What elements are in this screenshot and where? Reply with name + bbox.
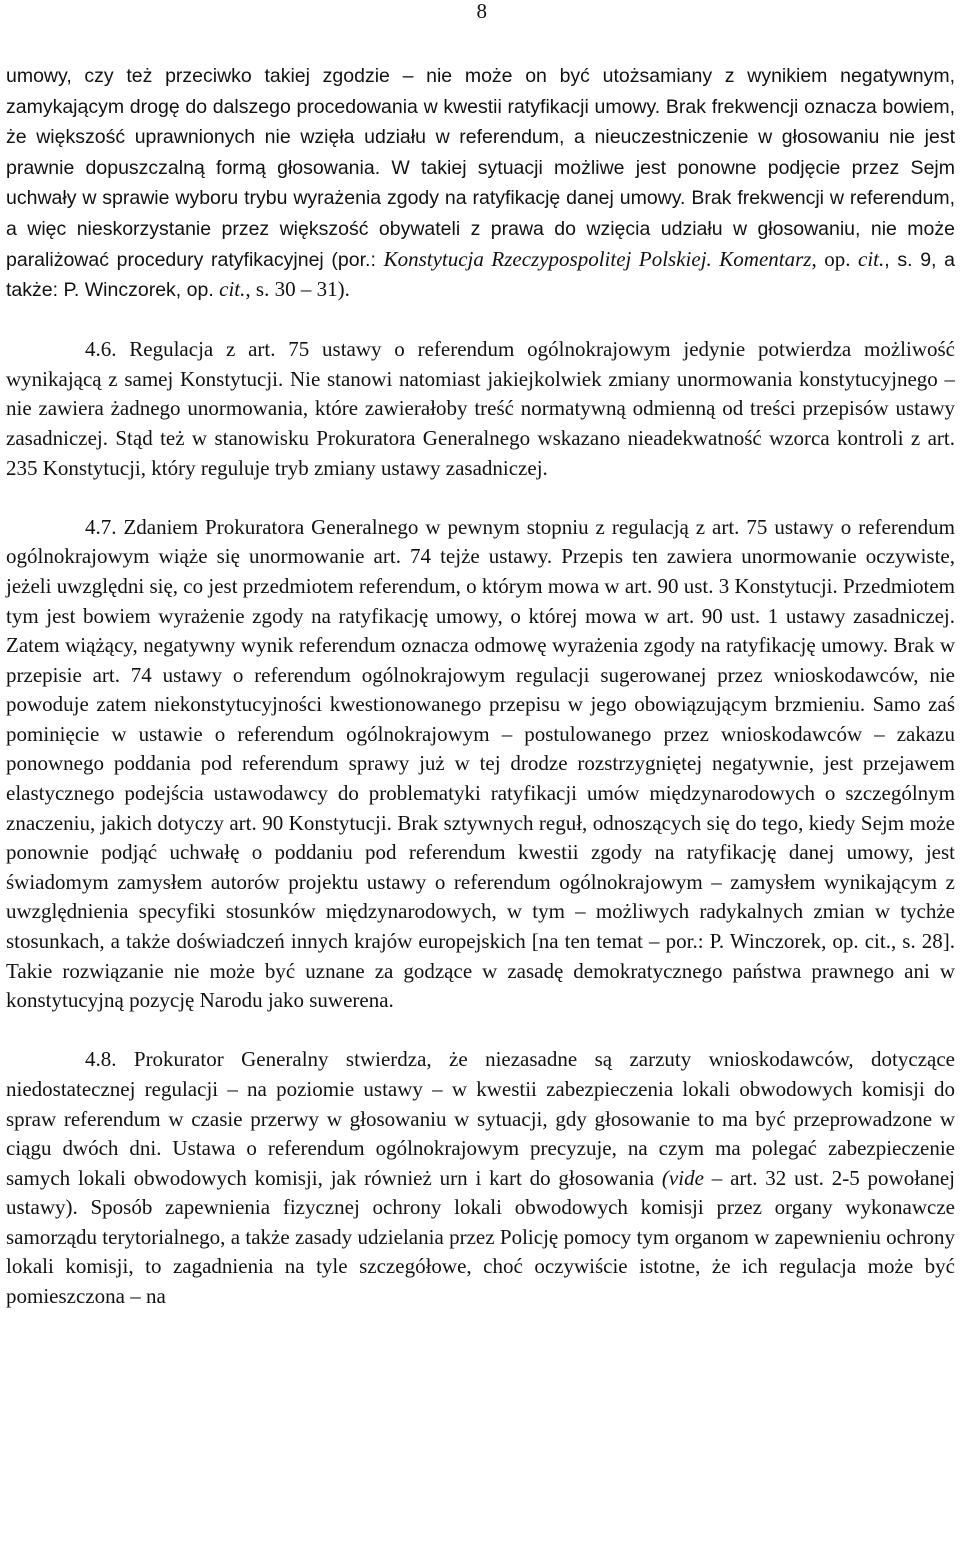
text-run: , s. 9, a także: P. Winczorek, op. (6, 248, 955, 302)
text-run: , op. (811, 246, 858, 271)
text-run: 4.6. Regulacja z art. 75 ustawy o referendum ogólnokrajowym jedynie potwierdza możliwość wynikającą z samej Konstytucji. Nie stanowi natomiast jakiejkolwiek zmiany unormowania konstytucyjnego – nie zawiera żadnego unormowania, które zawierałoby treść normatywną odmienną od treści przepisów ustawy zasadniczej. Stąd też w stanowisku Prokuratora Generalnego wskazano nieadekwatność wzorca kontroli z art. 235 Konstytucji, który reguluje tryb zmiany ustawy zasadniczej. (6, 337, 955, 480)
text-run: 4.7. Zdaniem Prokuratora Generalnego w pewnym stopniu z regulacją z art. 75 ustawy o referendum ogólnokrajowym wiąże się unormowanie art. 74 tejże ustawy. Przepis ten zawiera unormowanie oczywiste, jeżeli uwzględni się, co jest przedmiotem referendum, o którym mowa w art. 90 ust. 3 Konstytucji. Przedmiotem tym jest bowiem wyrażenie zgody na ratyfikację umowy, o której mowa w art. 90 ust. 1 ustawy zasadniczej. Zatem wiążący, negatywny wynik referendum oznacza odmowę wyrażenia zgody na ratyfikację umowy. Brak w przepisie art. 74 ustawy o referendum ogólnokrajowym regulacji sugerowanej przez wnioskodawców, nie powoduje zatem niekonstytucyjności kwestionowanego przepisu w jego obowiązującym brzmieniu. Samo zaś pominięcie w ustawie o referendum ogólnokrajowym – postulowanego przez wnioskodawców – zakazu ponownego poddania pod referendum sprawy już w tej drodze rozstrzygniętej negatywnie, jest przejawem elastycznego podejścia ustawodawcy do problematyki ratyfikacji umów międzynarodowych o szczególnym znaczeniu, jakich dotyczy art. 90 Konstytucji. Brak sztywnych reguł, odnoszących się do tego, kiedy Sejm może ponownie podjąć uchwałę o poddaniu pod referendum kwestii zgody na ratyfikację danej umowy, jest świadomym zamysłem autorów projektu ustawy o referendum ogólnokrajowym – zamysłem wynikającym z uwzględnienia specyfiki stosunków międzynarodowych, w tym – możliwych radykalnych zmian w tychże stosunkach, a także doświadczeń innych krajów europejskich [na ten temat – por.: P. Winczorek, op. cit., s. 28]. Takie rozwiązanie nie może być uznane za godzące w zasadę demokratycznego państwa prawnego ani w konstytucyjną pozycję Narodu jako suwerena. (6, 514, 955, 1013)
text-run: , s. 30 – 31). (245, 277, 350, 302)
italic-citation: (vide (661, 1165, 704, 1190)
paragraph-4-7 (6, 513, 955, 1016)
paragraph-4-8 (6, 1045, 955, 1311)
text-run: – art. 32 ust. 2-5 powołanej ustawy). Sposób zapewnienia fizycznej ochrony lokali obwodowych komisji przez organy wykonawcze samorządu terytorialnego, a także zasady udzielania przez Policję pomocy tym organom w zapewnieniu ochrony lokali komisji, to zagadnienia na tyle szczegółowe, choć oczywiście istotne, że ich regulacja może być pomieszczona – na (6, 1165, 955, 1309)
page-number: 8 (476, 0, 487, 23)
paragraph-continuation (6, 61, 955, 306)
text-run: 4.8. Prokurator Generalny stwierdza, że niezasadne są zarzuty wnioskodawców, dotyczące niedostatecznej regulacji – na poziomie ustawy – w kwestii zabezpieczenia lokali obwodowych komisji do spraw referendum w czasie przerwy w głosowaniu w sytuacji, gdy głosowanie to ma być przeprowadzone w ciągu dwóch dni. Ustawa o referendum ogólnokrajowym precyzuje, na czym ma polegać zabezpieczenie samych lokali obwodowych komisji, jak również urn i kart do głosowania (6, 1047, 955, 1190)
document-body (6, 61, 955, 1312)
italic-citation: cit. (219, 277, 246, 302)
italic-citation: Konstytucja Rzeczypospolitej Polskiej. Komentarz (383, 246, 812, 271)
text-run: umowy, czy też przeciwko takiej zgodzie – nie może on być utożsamiany z wynikiem negatywnym, zamykającym drogę do dalszego procedowania w kwestii ratyfikacji umowy. Brak frekwencji oznacza bowiem, że większość uprawnionych nie wzięła udziału w referendum, a nieuczestniczenie w głosowaniu nie jest prawnie dopuszczalną formą głosowania. W takiej sytuacji możliwe jest ponowne podjęcie przez Sejm uchwały w sprawie wyboru trybu wyrażenia zgody na ratyfikację danej umowy. Brak frekwencji w referendum, a więc nieskorzystanie przez większość obywateli z prawa do wzięcia udziału w głosowaniu, nie może paraliżować procedury ratyfikacyjnej (por.: (6, 65, 955, 271)
italic-citation: cit. (858, 246, 885, 271)
paragraph-4-6 (6, 335, 955, 483)
